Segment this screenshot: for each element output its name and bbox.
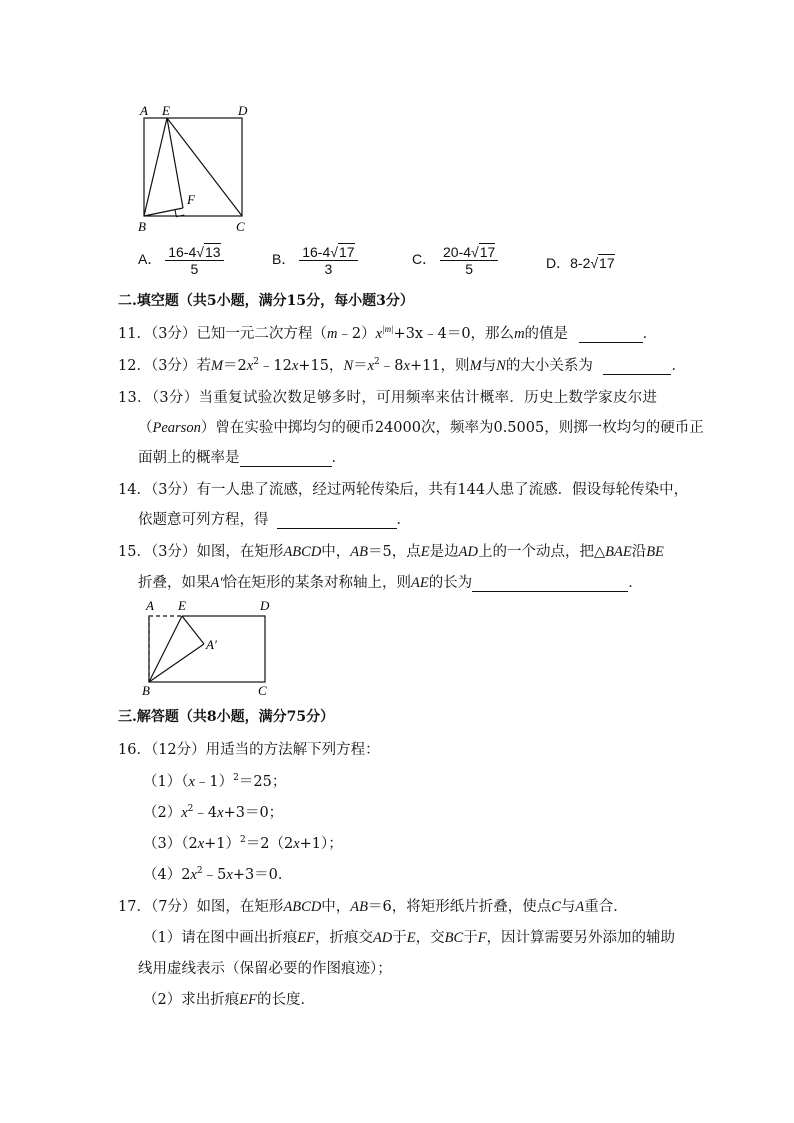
label-e: E xyxy=(162,103,170,118)
label-b: B xyxy=(138,219,146,234)
answer-blank-12[interactable] xyxy=(603,358,671,375)
segment-bf xyxy=(144,208,183,216)
label-a: A xyxy=(146,598,154,613)
label-a-prime: A′ xyxy=(206,637,217,652)
label-d: D xyxy=(238,103,248,118)
answer-blank-13[interactable] xyxy=(240,450,332,467)
option-a[interactable]: A． $\frac{16-4√13}{5}$ xyxy=(138,244,224,277)
question-14: 14．（3分）有一人患了流感，经过两轮传染后，共有144人患了流感．假设每轮传染中， xyxy=(118,482,689,498)
label-c: C xyxy=(236,219,245,234)
section-title-fill-blank: 二.填空题（共5小题，满分15分，每小题3分） xyxy=(118,293,414,309)
q16-item-3: $(3)(2x+1)^2=2(2x+1)$； xyxy=(143,835,343,852)
segment-ef xyxy=(167,118,183,208)
question-14-line2: 依题意可列方程，得 ． xyxy=(138,512,411,528)
label-a: A xyxy=(140,103,148,118)
question-17-part1-line2: 线用虚线表示（保留必要的作图痕迹）； xyxy=(138,961,392,977)
option-d[interactable]: D．8-2√17 xyxy=(546,255,615,271)
label-b: B xyxy=(142,683,150,698)
question-17-part2: （2）求出折痕EF的长度． xyxy=(143,992,315,1008)
segment-eb xyxy=(149,616,182,682)
section-title-answer: 三.解答题（共8小题，满分75分） xyxy=(118,709,335,725)
question-16: 16．（12分）用适当的方法解下列方程： xyxy=(118,742,380,758)
label-f: F xyxy=(187,192,195,207)
segment-ea-prime xyxy=(182,616,204,644)
question-15-line2: 折叠，如果A'恰在矩形的某条对称轴上，则AE的长为 ． xyxy=(138,575,643,591)
label-c: C xyxy=(258,683,267,698)
option-c[interactable]: C． $\frac{20-4√17}{5}$ xyxy=(412,244,498,277)
q16-item-4: $(4)2x^2﹣5x+3=0$． xyxy=(143,866,293,883)
q16-item-2: $(2)x^2﹣4x+3=0$； xyxy=(143,804,284,821)
question-13-line3: 面朝上的概率是 ． xyxy=(138,450,346,466)
label-d: D xyxy=(260,598,270,613)
figure-square-triangle xyxy=(130,98,260,238)
answer-blank-11[interactable] xyxy=(579,326,643,343)
question-17: 17．（7分）如图，在矩形ABCD中，AB＝6，将矩形纸片折叠，使点C与A重合． xyxy=(118,899,628,915)
question-12: 12．（3分）若$M=2x^2﹣12x+15$，$N=x^2﹣8x+11$，则M与N的大小关系为 ． xyxy=(118,357,686,374)
segment-ba-prime xyxy=(149,644,204,682)
answer-blank-14[interactable] xyxy=(277,512,397,529)
answer-blank-15[interactable] xyxy=(472,575,628,592)
question-13: 13．（3分）当重复试验次数足够多时，可用频率来估计概率．历史上数学家皮尔进 xyxy=(118,390,658,406)
option-b[interactable]: B． $\frac{16-4√17}{3}$ xyxy=(272,244,358,277)
segment-ec xyxy=(167,118,242,216)
figure-rectangle-fold xyxy=(136,596,286,700)
question-11: 11．（3分）已知一元二次方程$(m﹣2)x^{|m|}+3x﹣4=0$，那么m的值是 ． xyxy=(118,324,658,342)
right-angle-mark xyxy=(175,210,184,217)
question-15: 15．（3分）如图，在矩形ABCD中，AB＝5，点E是边AD上的一个动点，把△BAE沿BE xyxy=(118,544,664,560)
q16-item-1: （1）（x﹣1）$^2$＝25； xyxy=(143,773,287,790)
question-17-part1: （1）请在图中画出折痕EF，折痕交AD于E，交BC于F，因计算需要另外添加的辅助 xyxy=(143,930,676,946)
question-13-line2: （Pearson）曾在实验中掷均匀的硬币24000次，频率为0.5005，则掷一枚均匀的硬币正 xyxy=(138,420,704,436)
label-e: E xyxy=(178,598,186,613)
segment-eb xyxy=(144,118,167,216)
